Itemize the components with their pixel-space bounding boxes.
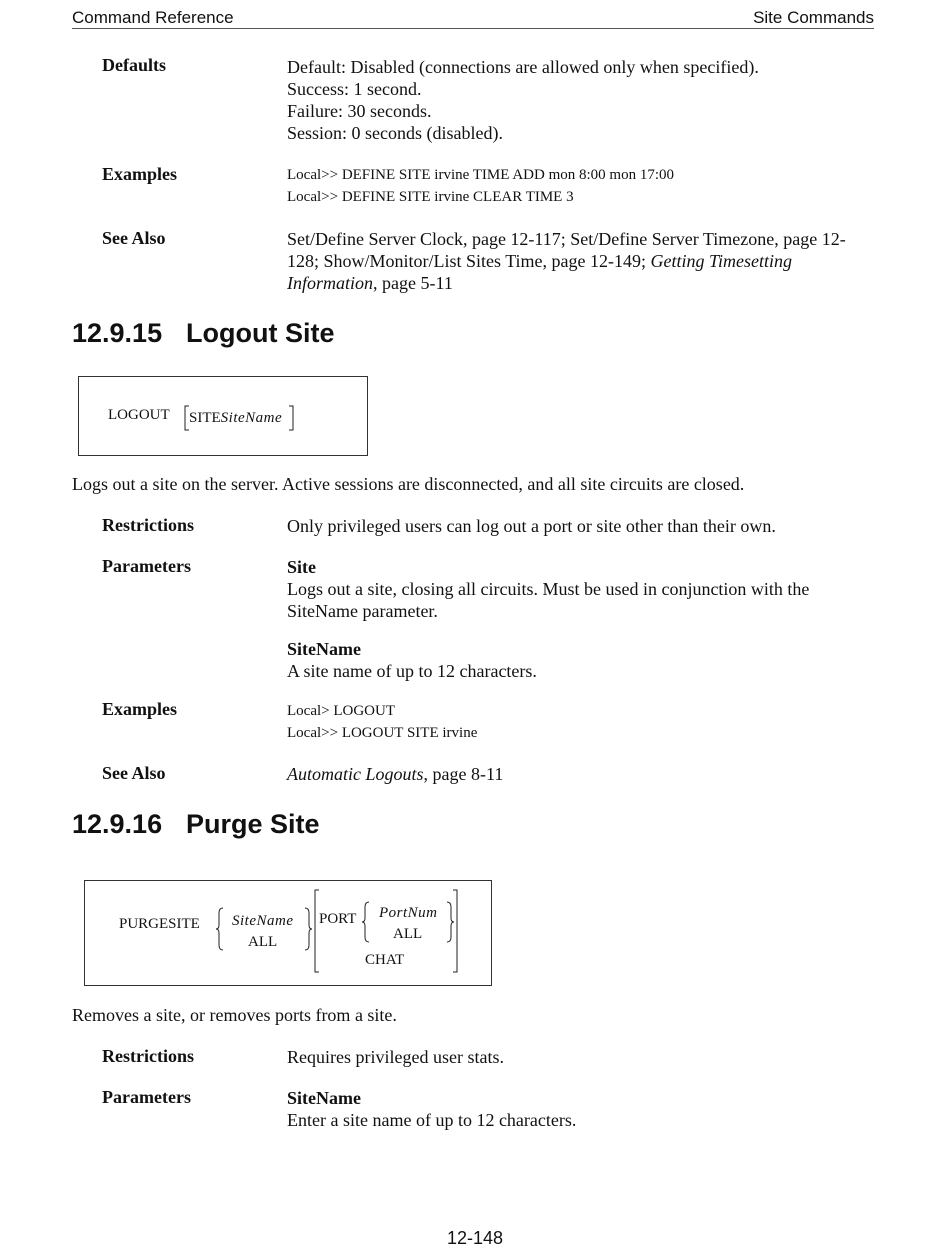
see-also-italic: Getting Timesetting bbox=[650, 251, 793, 271]
restrictions-label: Restrictions bbox=[102, 515, 194, 535]
section-number: 12.9.15 bbox=[72, 318, 163, 348]
syntax-box-logout bbox=[78, 376, 368, 456]
syntax-keyword: PORT bbox=[319, 911, 357, 927]
param-name: SiteName bbox=[287, 1088, 361, 1108]
defaults-line: Default: Disabled (connections are allowed only when specified). bbox=[287, 57, 759, 77]
syntax-command: LOGOUT bbox=[108, 407, 170, 423]
see-also-line: Set/Define Server Clock, page 12-117; Set/Define Server Timezone, page 12- bbox=[287, 229, 846, 249]
spacer bbox=[287, 622, 877, 638]
parameters-block bbox=[287, 1087, 877, 1131]
example-line: Local>> DEFINE SITE irvine TIME ADD mon 8:00 mon 17:00 bbox=[287, 167, 675, 183]
close-bracket-icon bbox=[287, 405, 295, 431]
example-line: Local> LOGOUT bbox=[287, 703, 396, 719]
see-also-line bbox=[287, 250, 877, 272]
close-bracket-icon bbox=[451, 889, 459, 973]
see-also-italic: Automatic Logouts bbox=[287, 764, 424, 784]
param-desc: SiteName parameter. bbox=[287, 601, 438, 621]
open-bracket-icon bbox=[313, 889, 321, 973]
header-left: Command Reference bbox=[72, 8, 234, 27]
open-brace-icon bbox=[215, 907, 225, 951]
examples-block bbox=[287, 700, 477, 744]
param-desc: Logs out a site, closing all circuits. Must be used in conjunction with the bbox=[287, 579, 810, 599]
syntax-param: SiteName bbox=[220, 410, 283, 426]
see-also-italic: Information bbox=[287, 273, 374, 293]
syntax-option: ALL bbox=[248, 934, 278, 950]
syntax-command: PURGESITE bbox=[119, 916, 200, 932]
header-right: Site Commands bbox=[753, 8, 874, 27]
close-brace-icon bbox=[303, 907, 313, 951]
section-title: Purge Site bbox=[186, 809, 320, 839]
examples-block bbox=[287, 164, 674, 208]
purge-description: Removes a site, or removes ports from a site. bbox=[72, 1005, 397, 1025]
section-heading-logout bbox=[72, 318, 334, 349]
defaults-line: Session: 0 seconds (disabled). bbox=[287, 123, 503, 143]
restrictions-label: Restrictions bbox=[102, 1046, 194, 1066]
examples-label: Examples bbox=[102, 699, 178, 719]
see-also-text bbox=[287, 763, 877, 785]
see-also-span: , page 8-11 bbox=[423, 764, 504, 784]
defaults-label: Defaults bbox=[102, 55, 166, 75]
defaults-line: Failure: 30 seconds. bbox=[287, 101, 432, 121]
param-desc: Enter a site name of up to 12 characters. bbox=[287, 1110, 577, 1130]
see-also-text bbox=[287, 228, 877, 294]
see-also-span: , page 5-11 bbox=[373, 273, 453, 293]
section-number: 12.9.16 bbox=[72, 809, 163, 839]
examples-label: Examples bbox=[102, 164, 178, 184]
restrictions-text: Only privileged users can log out a port or site other than their own. bbox=[287, 516, 776, 536]
section-heading-purge bbox=[72, 809, 320, 840]
syntax-box-purge bbox=[84, 880, 492, 986]
syntax-option: ALL bbox=[393, 926, 423, 942]
defaults-line: Success: 1 second. bbox=[287, 79, 422, 99]
page-header bbox=[72, 8, 874, 29]
see-also-line bbox=[287, 272, 877, 294]
see-also-label: See Also bbox=[102, 228, 166, 248]
parameters-block bbox=[287, 556, 877, 682]
parameters-label: Parameters bbox=[102, 1087, 191, 1107]
example-line: Local>> DEFINE SITE irvine CLEAR TIME 3 bbox=[287, 189, 574, 205]
logout-description: Logs out a site on the server. Active sessions are disconnected, and all site circuits are closed. bbox=[72, 474, 745, 494]
see-also-span: 128; Show/Monitor/List Sites Time, page 12-149; bbox=[287, 251, 651, 271]
parameters-label: Parameters bbox=[102, 556, 191, 576]
example-line: Local>> LOGOUT SITE irvine bbox=[287, 725, 478, 741]
open-brace-icon bbox=[361, 901, 371, 943]
syntax-option bbox=[189, 410, 282, 427]
syntax-option: CHAT bbox=[365, 952, 405, 968]
restrictions-text: Requires privileged user stats. bbox=[287, 1047, 504, 1067]
syntax-keyword: SITE bbox=[189, 410, 221, 426]
param-name: Site bbox=[287, 557, 316, 577]
defaults-text bbox=[287, 56, 877, 144]
page-number: 12-148 bbox=[446, 1228, 504, 1248]
param-desc: A site name of up to 12 characters. bbox=[287, 661, 537, 681]
section-title: Logout Site bbox=[186, 318, 335, 348]
syntax-param: PortNum bbox=[379, 905, 438, 921]
see-also-label: See Also bbox=[102, 763, 166, 783]
syntax-option: SiteName bbox=[232, 913, 294, 929]
param-name: SiteName bbox=[287, 639, 361, 659]
